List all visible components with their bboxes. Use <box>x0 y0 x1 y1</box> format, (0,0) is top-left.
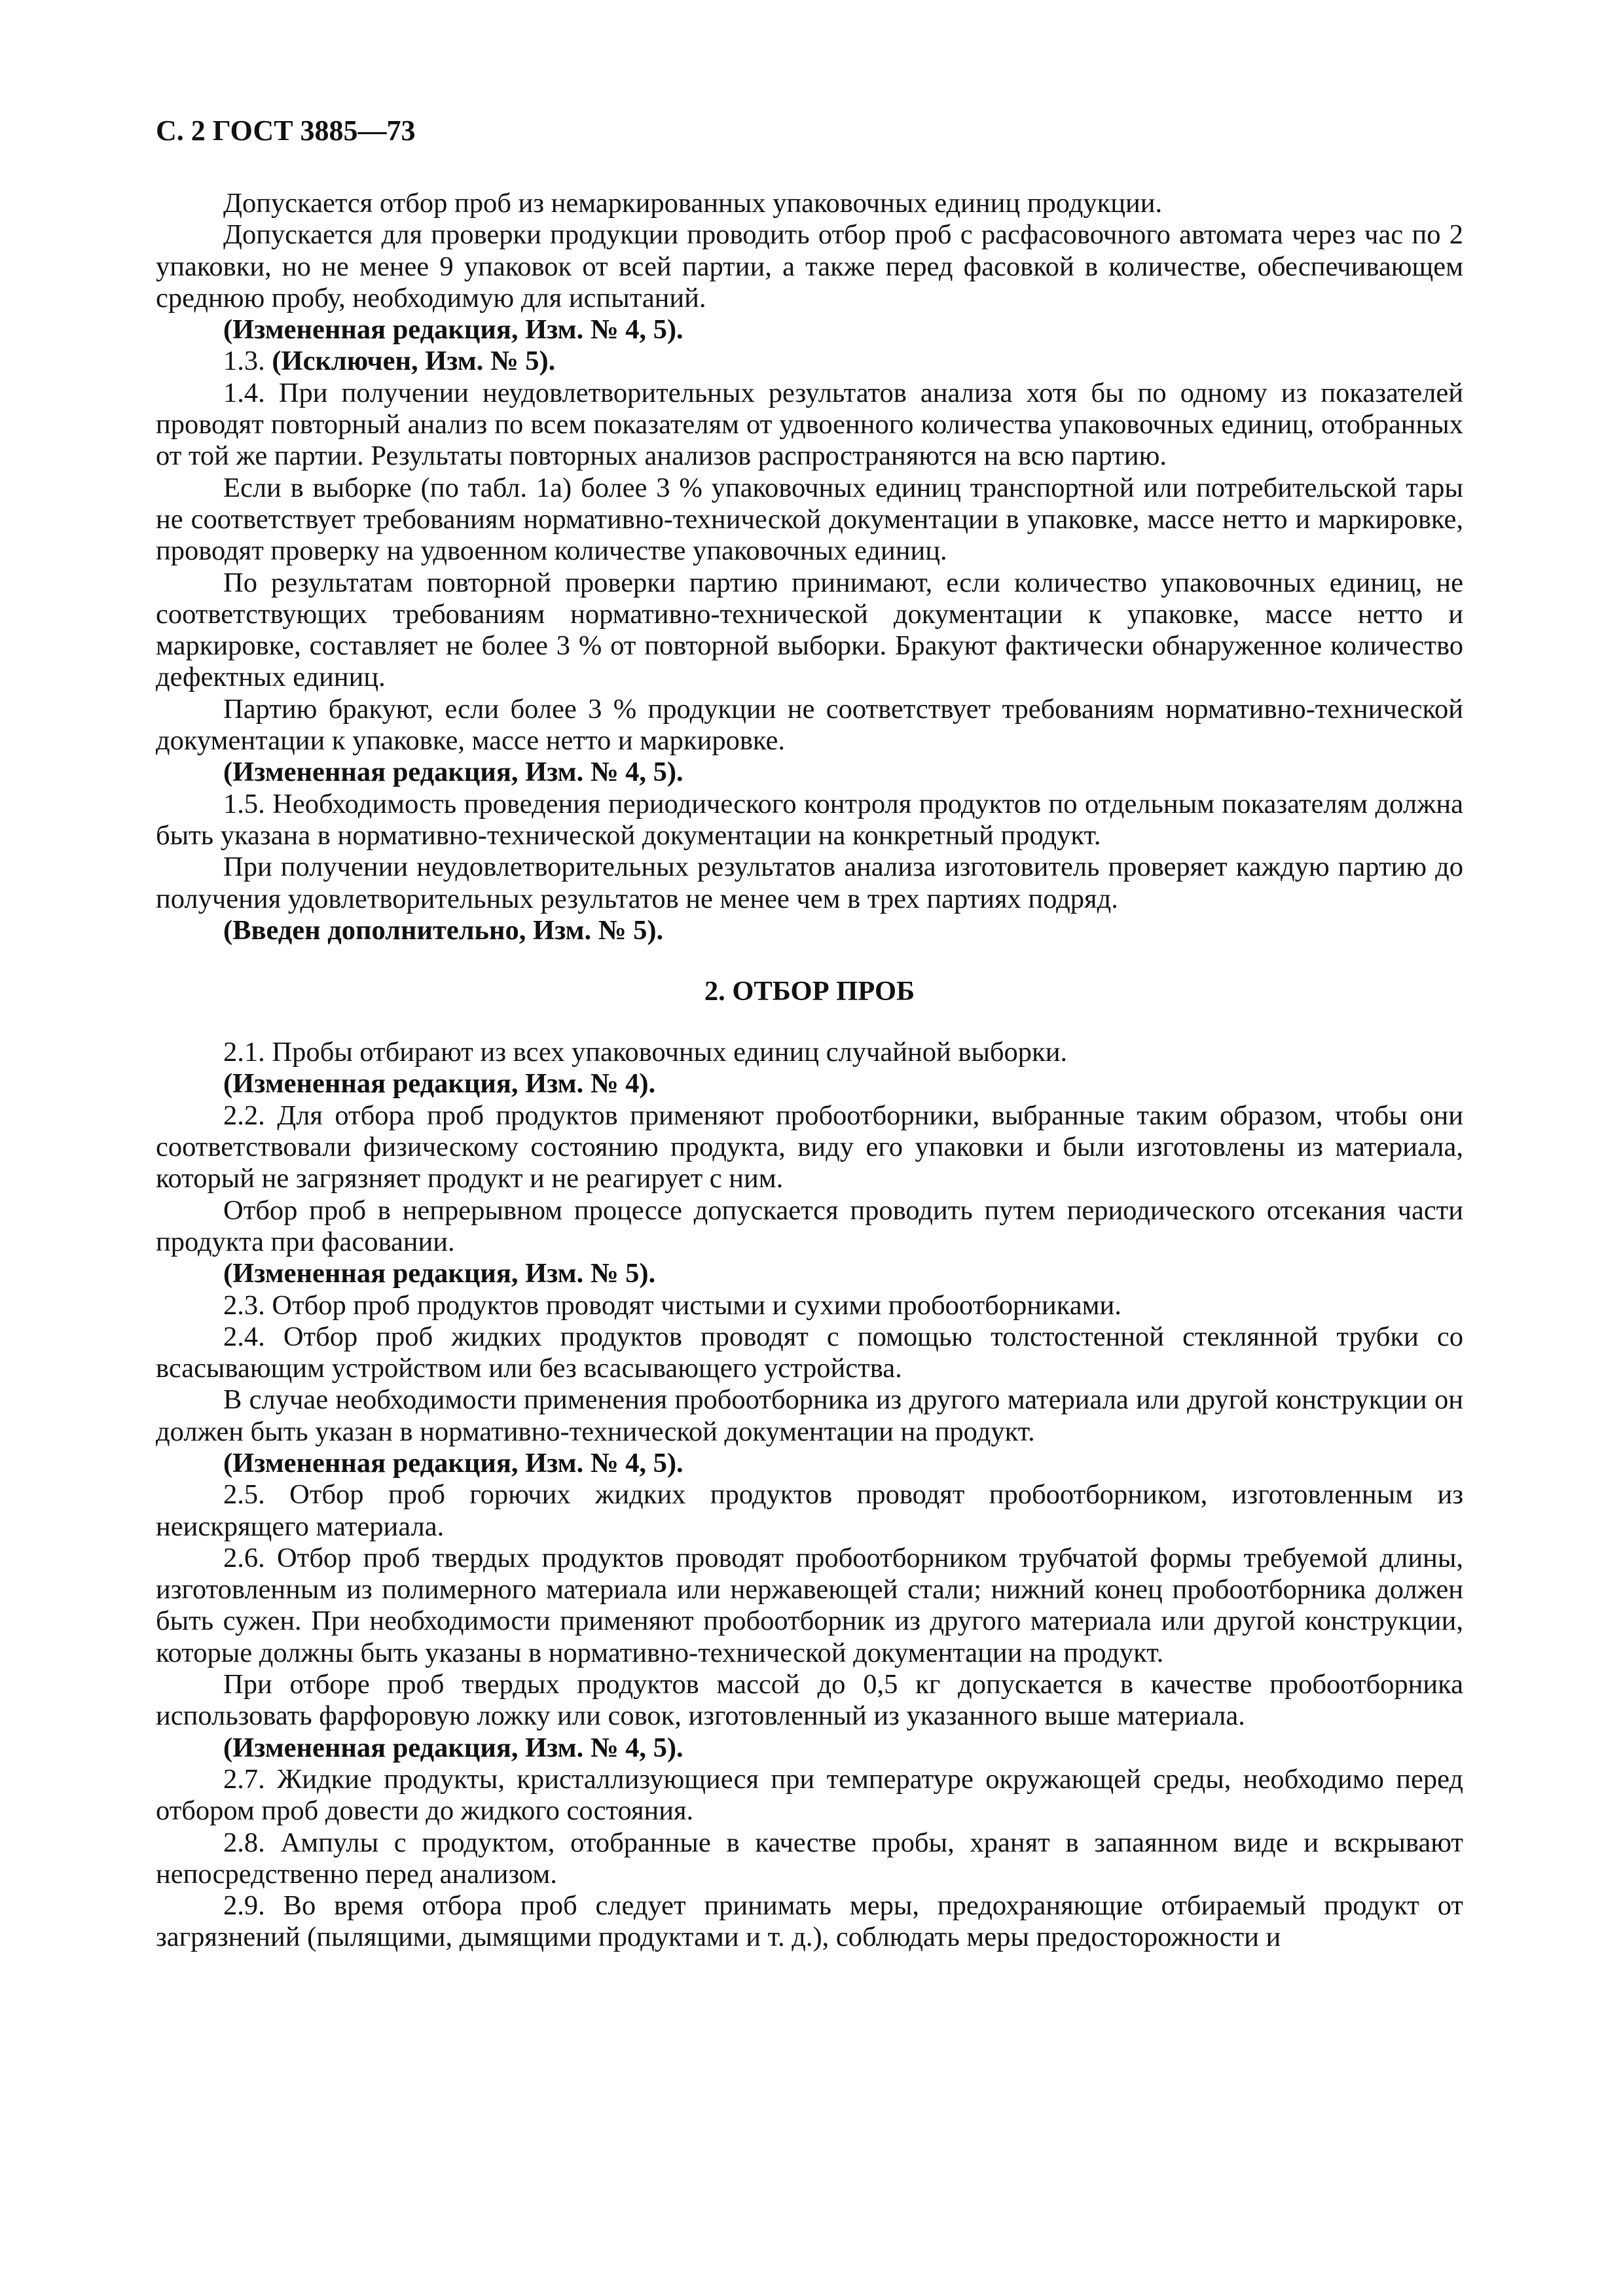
paragraph: Партию бракуют, если более 3 % продукции не соответствует требованиям нормативно-технической документации к упаковке, массе нетто и маркировке. <box>156 693 1463 757</box>
clause-number: 1.3. <box>223 346 265 377</box>
paragraph: Отбор проб в непрерывном процессе допускается проводить путем периодического отсекания части продукта при фасовании. <box>156 1194 1463 1257</box>
amendment-note: (Измененная редакция, Изм. № 4, 5). <box>223 1447 684 1479</box>
paragraph: 1.4. При получении неудовлетворительных результатов анализа хотя бы по одному из показателей проводят повторный анализ по всем показателям от удвоенного количества упаковочных единиц, отобранных от той же партии. Результаты повторных анализов распространяются на всю партию. <box>156 377 1463 472</box>
amendment-note: (Измененная редакция, Изм. № 4). <box>223 1068 656 1100</box>
paragraph: Допускается отбор проб из немаркированных упаковочных единиц продукции. <box>223 188 1163 219</box>
paragraph: 2.1. Пробы отбирают из всех упаковочных единиц случайной выборки. <box>223 1037 1068 1068</box>
document-body <box>156 188 1463 1954</box>
amendment-note: (Измененная редакция, Изм. № 4, 5). <box>223 314 684 346</box>
paragraph: 2.7. Жидкие продукты, кристаллизующиеся при температуре окружающей среды, необходимо перед отбором проб довести до жидкого состояния. <box>156 1763 1463 1827</box>
page-header: С. 2 ГОСТ 3885—73 <box>156 115 416 147</box>
amendment-note: (Исключен, Изм. № 5). <box>272 346 556 377</box>
amendment-note: (Измененная редакция, Изм. № 5). <box>223 1258 656 1289</box>
paragraph: В случае необходимости применения пробоотборника из другого материала или другой конструкции он должен быть указан в нормативно-технической документации на продукт. <box>156 1384 1463 1447</box>
paragraph: При отборе проб твердых продуктов массой до 0,5 кг допускается в качестве пробоотборника использовать фарфоровую ложку или совок, изготовленный из указанного выше материала. <box>156 1669 1463 1732</box>
paragraph: 2.8. Ампулы с продуктом, отобранные в качестве пробы, хранят в запаянном виде и вскрывают непосредственно перед анализом. <box>156 1827 1463 1890</box>
paragraph: 2.4. Отбор проб жидких продуктов проводят с помощью толстостенной стеклянной трубки со всасывающим устройством или без всасывающего устройства. <box>156 1321 1463 1384</box>
paragraph: 2.6. Отбор проб твердых продуктов проводят пробоотборником трубчатой формы требуемой длины, изготовленным из полимерного материала или нержавеющей стали; нижний конец пробоотборника должен быть сужен. При необходимости применяют пробоотборник из другого материала или другой конструкции, которые должны быть указаны в нормативно-технической документации на продукт. <box>156 1542 1463 1668</box>
paragraph: Допускается для проверки продукции проводить отбор проб с расфасовочного автомата через час по 2 упаковки, но не менее 9 упаковок от всей партии, а также перед фасовкой в количестве, обеспечивающем среднюю пробу, необходимую для испытаний. <box>156 219 1463 314</box>
paragraph: 1.5. Необходимость проведения периодического контроля продуктов по отдельным показателям должна быть указана в нормативно-технической документации на конкретный продукт. <box>156 788 1463 851</box>
paragraph: 2.9. Во время отбора проб следует принимать меры, предохраняющие отбираемый продукт от загрязнений (пылящими, дымящими продуктами и т. д.), соблюдать меры предосторожности и <box>156 1890 1463 1953</box>
amendment-note: (Измененная редакция, Изм. № 4, 5). <box>223 757 684 788</box>
paragraph: 2.3. Отбор проб продуктов проводят чистыми и сухими пробоотборниками. <box>223 1289 1122 1321</box>
amendment-note: (Введен дополнительно, Изм. № 5). <box>223 914 664 946</box>
paragraph: Если в выборке (по табл. 1а) более 3 % упаковочных единиц транспортной или потребительской тары не соответствует требованиям нормативно-технической документации в упаковке, массе нетто и маркировке, проводят проверку на удвоенном количестве упаковочных единиц. <box>156 472 1463 567</box>
paragraph <box>156 346 1463 377</box>
paragraph: 2.5. Отбор проб горючих жидких продуктов проводят пробоотборником, изготовленным из неискрящего материала. <box>156 1479 1463 1542</box>
paragraph: 2.2. Для отбора проб продуктов применяют пробоотборники, выбранные таким образом, чтобы они соответствовали физическому состоянию продукта, виду его упаковки и были изготовлены из материала, который не загрязняет продукт и не реагирует с ним. <box>156 1100 1463 1194</box>
section-title: 2. ОТБОР ПРОБ <box>704 976 915 1007</box>
amendment-note: (Измененная редакция, Изм. № 4, 5). <box>223 1732 684 1763</box>
paragraph: При получении неудовлетворительных результатов анализа изготовитель проверяет каждую партию до получения удовлетворительных результатов не менее чем в трех партиях подряд. <box>156 852 1463 914</box>
paragraph: По результатам повторной проверки партию принимают, если количество упаковочных единиц, не соответствующих требованиям нормативно-технической документации к упаковке, массе нетто и маркировке, составляет не более 3 % от повторной выборки. Бракуют фактически обнаруженное количество дефектных единиц. <box>156 567 1463 693</box>
